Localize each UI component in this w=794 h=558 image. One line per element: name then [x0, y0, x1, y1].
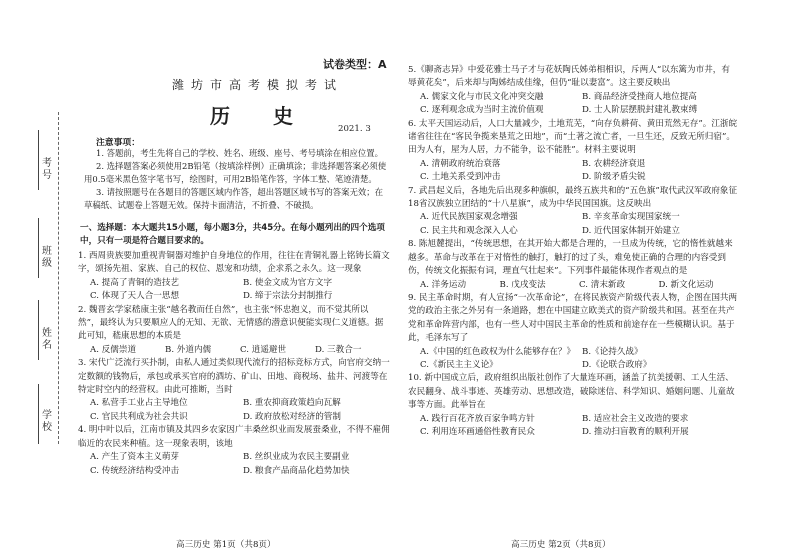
answer-option: C. 土地关系受到冲击	[420, 172, 501, 183]
question-item	[408, 185, 738, 239]
answer-option: D. 粮食产品商品化趋势加快	[243, 465, 350, 476]
answer-options	[78, 277, 390, 304]
answer-option: D.《论联合政府》	[582, 359, 652, 370]
question-stem: 2. 魏晋玄学家嵇康主张“越名教而任自然”，也主张“怀忠抱义，而不觉其所以然”，最终认为只要顺应人的无知、无欲、无情感的潜意识便能实现仁义道德。据此可知，嵇康思想的本质是	[78, 304, 384, 342]
answer-option: B. 辛亥革命实现国家统一	[582, 212, 680, 223]
exam-name: 潍坊市高考模拟考试	[172, 78, 344, 92]
footer-page-2: 高三历史 第2页（共8页）	[511, 540, 611, 550]
answer-options	[408, 158, 738, 185]
question-item	[408, 118, 738, 185]
exam-type: 试卷类型：A	[323, 58, 387, 71]
notice-item: 2. 选择题答案必须使用2B铅笔（按填涂样例）正确填涂；非选择题答案必须使用0.5毫米黑色签字笔书写，绘图时，可用2B铅笔作答，字体工整、笔迹清楚。	[84, 161, 387, 184]
notice-list	[84, 147, 390, 212]
answer-option: C. 官民共利成为社会共识	[90, 411, 188, 422]
question-column-right	[408, 64, 738, 439]
question-stem: 7. 武昌起义后，各地先后出现多种旗帜，最终五族共和的“五色旗”取代武汉军政府象征18省汉族独立团结的“十八星旗”，成为中华民国国旗。这反映出	[408, 185, 738, 210]
answer-option: B. 农耕经济衰退	[582, 158, 646, 169]
xuexiao-label: 学校	[42, 410, 52, 433]
answer-option: B. 重农抑商政策趋向瓦解	[243, 398, 341, 409]
answer-option: D. 推动扫盲教育的顺利开展	[582, 426, 689, 437]
question-stem: 1. 西周贵族要加重视青铜器对维护自身地位的作用，往往在青铜礼器上铭铸长篇文字，颂扬先祖、家族、自己的权位、恩宠和功绩，企求系之永久。这一现象	[78, 251, 390, 275]
answer-option: A. 产生了资本主义萌芽	[90, 452, 180, 463]
answer-option: C.《新民主主义论》	[420, 359, 498, 370]
answer-option: D. 政府放松对经济的管制	[243, 411, 341, 422]
question-stem: 6. 太平天国运动后，人口大量减少，土地荒芜，“向存负耕荷、黄田荒然无存”。江浙皖诸省往往在“客民争揽来垦荒之田地”，而“土著之流亡者，一旦生还，反致无所归宿”。田为人有，屋为人居，力不能争，讼不能胜”。材料主要说明	[408, 118, 738, 156]
answer-option: D. 三教合一	[315, 344, 362, 355]
answer-option: A.《中国的红色政权为什么能够存在？》	[420, 346, 576, 357]
answer-option: A. 提高了青铜的造技艺	[90, 277, 180, 288]
answer-options	[78, 344, 390, 357]
question-item	[408, 238, 738, 292]
answer-options	[408, 211, 738, 238]
answer-option: A. 践行百花齐放百家争鸣方针	[420, 413, 535, 424]
answer-option: D. 阶级矛盾尖锐	[582, 172, 646, 183]
answer-option: D. 近代国家体制开始建立	[582, 225, 680, 236]
subject-title: 历 史	[210, 104, 311, 128]
question-item	[408, 292, 738, 372]
answer-option: B. 戊戌变法	[499, 279, 546, 290]
seal-line	[58, 112, 59, 444]
banji-label: 班级	[42, 246, 52, 269]
question-column-left	[78, 250, 390, 478]
question-item	[78, 357, 390, 424]
footer-page-1: 高三历史 第1页（共8页）	[176, 540, 276, 550]
answer-options	[78, 397, 390, 424]
answer-option: C. 体现了天人合一思想	[90, 291, 180, 302]
answer-options	[408, 346, 738, 373]
answer-options	[408, 279, 738, 292]
answer-option: A. 洋务运动	[420, 279, 467, 290]
question-stem: 3. 宋代广泛流行买扑制，由私人通过类似现代流行的招标竞标方式，向官府交纳一定数额的钱物后，承包或承买官府的酒坊、矿山、田地、商税场、盐井、河渡等在特定时空内的经营权。由此可推断，当时	[78, 358, 390, 396]
answer-option: B. 丝织业成为农民主要副业	[243, 452, 350, 463]
xuexiao-underline	[38, 384, 39, 444]
answer-option: B. 商品经济受挫商人地位提高	[582, 91, 697, 102]
answer-option: A. 儒家文化与市民文化冲突交融	[420, 91, 544, 102]
answer-option: B.《论持久战》	[582, 346, 643, 357]
notice-item: 1. 答题前，考生先将自己的学校、姓名、班级、座号、考号填涂在相应位置。	[96, 148, 384, 158]
question-stem: 4. 明中叶以后，江南市镇及其四乡农家因广丰桑丝织业而发展蚕桑业，不得不雇佣临近的农民来种植。这一现象表明，该地	[78, 425, 390, 449]
question-item	[408, 64, 738, 118]
answer-option: C. 逍遥避世	[240, 344, 287, 355]
exam-date: 2021. 3	[338, 124, 371, 134]
answer-option: D. 新文化运动	[658, 279, 714, 290]
kaohao-label: 考号	[42, 158, 52, 181]
question-stem: 9. 民主革命时期，有人宣扬“一次革命论”，在将民族资产阶级代表人物，企图在国共两党的政治主张之外另有一条道路，想在中国建立欧美式的资产阶级共和国。甚至在共产党和革命阵营内部，也有一些人对中国民主革命的性质和前途存在一些模糊认识。基于此，毛泽东写了	[408, 292, 738, 344]
answer-option: C. 传统经济结构受冲击	[90, 465, 180, 476]
notice-title: 注意事项：	[96, 138, 140, 148]
question-item	[78, 424, 390, 478]
question-stem: 10. 新中国成立后，政府组织出版社创作了大量连环画，涵盖了抗美援朝、工人生活、农民翻身、战斗事迹、英雄劳动、思想改造，破除迷信、科学知识、婚姻问题、儿童故事等方面。此举旨在	[408, 373, 735, 411]
banji-underline	[38, 218, 39, 278]
answer-options	[78, 451, 390, 478]
answer-option: B. 外道内儒	[165, 344, 212, 355]
question-stem: 5.《聊斋志异》中爱花雅士马子才与花妖陶氏姊弟相相识，斥两人“以东篱为市井，有辱黄花矣”，后来却与陶姊结成佳缘，但仍“耻以妻富”。这主要反映出	[408, 65, 730, 89]
answer-option: B. 适应社会主义改造的要求	[582, 413, 689, 424]
binding-strip	[0, 0, 70, 558]
kaohao-underline	[38, 130, 39, 190]
question-stem: 8. 陈旭麓提出，“传统思想，在其开始大都是合理的，一旦成为传统，它的惰性就越来越多。革命与改革在于对惰性的触打，触打的过了头，难免使正确的合理的内容受到伤，传统文化振振有词，理直气壮起来”。下列事件最能体现作者观点的是	[408, 239, 733, 277]
answer-option: D. 缔于宗法分封制推行	[243, 291, 333, 302]
answer-option: D. 士人阶层摆脱封建礼教束缚	[582, 105, 698, 116]
question-item	[408, 372, 738, 439]
answer-options	[408, 91, 738, 118]
section-heading: 一、选择题：本大题共15小题，每小题3分，共45分。在每小题列出的四个选项中，只有一项是符合题目要求的。	[80, 223, 385, 247]
xingming-underline	[38, 300, 39, 360]
xingming-label: 姓名	[42, 328, 52, 351]
answer-option: C. 逐利观念成为当时主流价值观	[420, 105, 544, 116]
answer-option: C. 利用连环画通俗性教育民众	[420, 426, 535, 437]
answer-option: A. 清朝政府统治衰落	[420, 158, 501, 169]
answer-option: A. 反儒崇道	[90, 344, 137, 355]
answer-option: C. 民主共和观念深入人心	[420, 225, 518, 236]
answer-option: A. 近代民族国家观念增强	[420, 212, 518, 223]
question-item	[78, 250, 390, 304]
answer-options	[408, 413, 738, 440]
answer-option: B. 使金文成为官方文字	[243, 277, 333, 288]
notice-item: 3. 请按照题号在各题目的答题区域内作答，超出答题区域书写的答案无效；在草稿纸、试题卷上答题无效。保持卡面清洁，不折叠、不破损。	[84, 187, 384, 210]
question-item	[78, 304, 390, 358]
answer-option: C. 清末新政	[579, 279, 626, 290]
answer-option: A. 私营手工业占主导地位	[90, 398, 188, 409]
